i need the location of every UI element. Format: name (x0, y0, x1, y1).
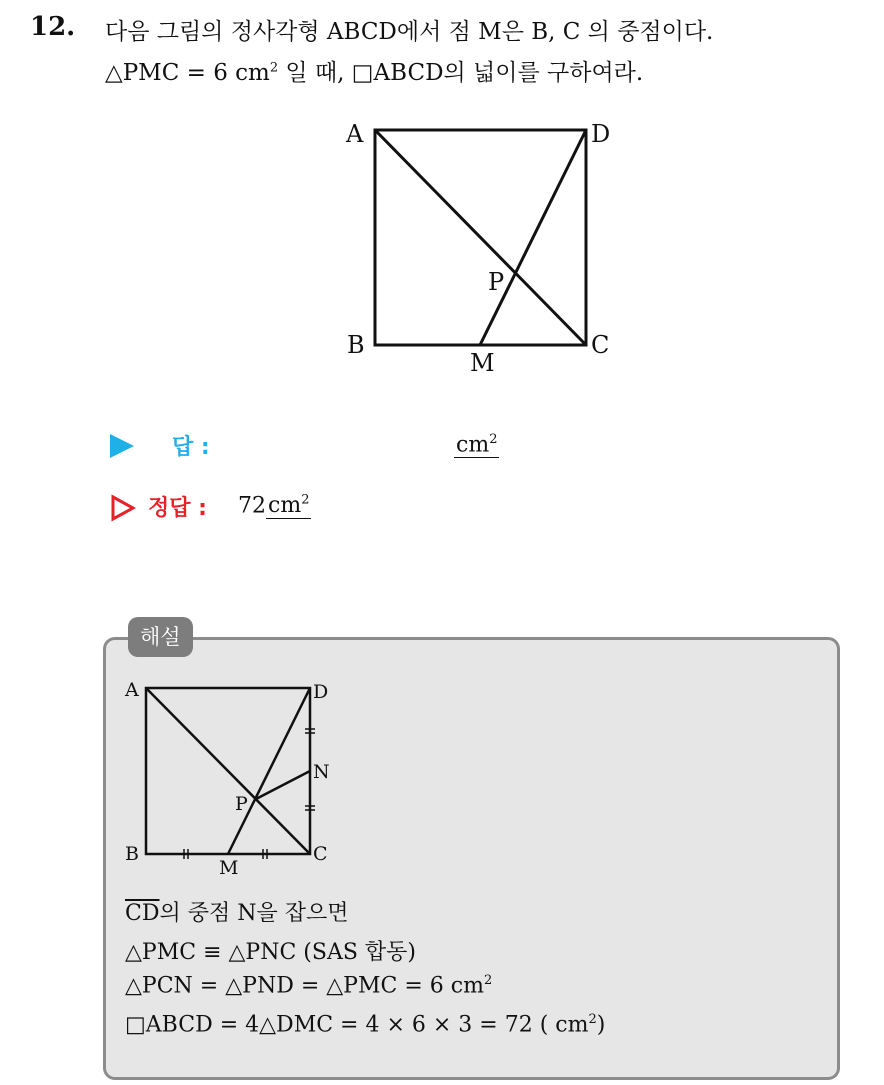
solution-unit (266, 493, 311, 519)
diagonal-ac (146, 688, 310, 854)
answer-unit-text: cm (456, 432, 490, 458)
question-text-part: 일 때, □ABCD의 넓이를 구하여라. (278, 60, 644, 86)
explanation-line4 (125, 1012, 605, 1037)
diagonal-ac (375, 130, 586, 345)
segment-dm (228, 688, 310, 854)
solution-marker-icon (110, 494, 136, 522)
answer-marker-icon (110, 434, 134, 458)
label-d: D (591, 120, 611, 148)
segment-notation: $\overline{CD}$ (125, 901, 160, 926)
label-d: D (313, 681, 329, 703)
explanation-text: ) (596, 1012, 606, 1038)
explanation-line2: △PMC ≡ △PNC (SAS 합동) (125, 940, 416, 965)
superscript: 2 (301, 493, 310, 508)
label-m: M (219, 857, 239, 879)
answer-unit (454, 432, 499, 458)
superscript: 2 (489, 432, 498, 447)
label-b: B (125, 843, 139, 865)
label-p: P (488, 268, 505, 296)
answer-label: 답 : (172, 435, 210, 460)
superscript: 2 (269, 60, 279, 76)
solution-value (238, 493, 311, 518)
superscript: 2 (483, 973, 493, 988)
solution-label: 정답 : (148, 496, 207, 521)
superscript: 2 (588, 1012, 597, 1027)
solution-number: 72 (238, 493, 266, 519)
label-c: C (313, 843, 328, 865)
explanation-tab: 해설 (128, 617, 193, 657)
solution-unit-text: cm (268, 493, 302, 519)
label-p: P (235, 793, 248, 815)
label-a: A (346, 120, 364, 148)
explanation-text: △PCN = △PND = △PMC = 6 cm (125, 973, 484, 999)
explanation-text: □ABCD = 4△DMC = 4 × 6 × 3 = 72 ( cm (125, 1012, 589, 1038)
explanation-line3 (125, 973, 492, 998)
label-b: B (347, 331, 365, 359)
segment-pn (256, 771, 310, 799)
question-text-line1: 다음 그림의 정사각형 ABCD에서 점 M은 B, C 의 중점이다. (105, 19, 714, 45)
answer-row (110, 430, 530, 464)
explanation-figure (118, 676, 348, 881)
question-number: 12. (30, 12, 76, 42)
square-figure (340, 112, 630, 382)
segment-dm (480, 130, 586, 345)
label-n: N (313, 761, 330, 783)
label-a: A (125, 679, 139, 701)
solution-row (110, 491, 530, 525)
explanation-line1 (125, 896, 348, 927)
label-m: M (470, 349, 495, 377)
question-text-part: △PMC = 6 cm (105, 60, 270, 86)
question-text-line2 (105, 54, 643, 87)
explanation-text: 의 중점 N을 잡으면 (159, 901, 349, 926)
label-c: C (591, 331, 610, 359)
